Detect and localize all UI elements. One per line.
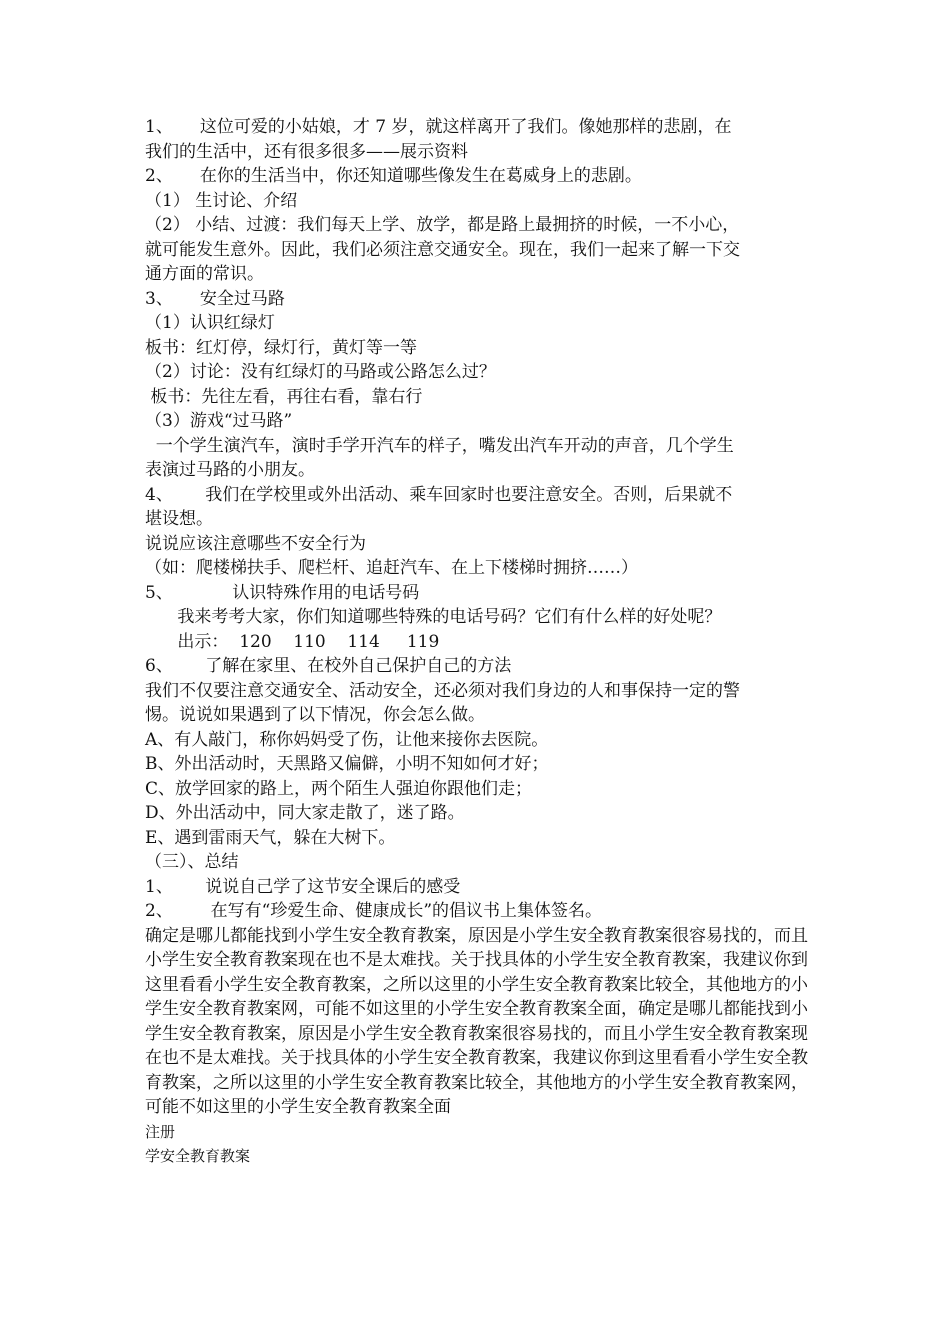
text-line: （2）讨论：没有红绿灯的马路或公路怎么过？ (145, 362, 496, 382)
text-line: 就可能发生意外。因此，我们必须注意交通安全。现在，我们一起来了解一下交 (145, 239, 740, 260)
text-line: 6、 了解在家里、在校外自己保护自己的方法 (145, 656, 512, 676)
text-line: E、遇到雷雨天气，躲在大树下。 (145, 827, 396, 848)
text-line: 1、 说说自己学了这节安全课后的感受 (145, 876, 461, 897)
text-line: （2） 小结、过渡：我们每天上学、放学，都是路上最拥挤的时候，一不小心， (145, 215, 740, 235)
section-heading: （三）、总结 (145, 852, 239, 872)
closing-paragraph: 确定是哪儿都能找到小学生安全教育教案，原因是小学生安全教育教案很容易找的，而且小学生安全教育教案现在也不是太难找。关于找具体的小学生安全教育教案，我建议你到这里看看小学生安全教育教案，之所以这里的小学生安全教育教案比较全，其他地方的小学生安全教育教案网，可能不如这里的小学生安全教育教案全面，确定是哪儿都能找到小学生安全教育教案，原因是小学生安全教育教案很容易找的，而且小学生安全教育教案现在也不是太难找。关于找具体的小学生安全教育教案，我建议你到这里看看小学生安全教育教案，之所以这里的小学生安全教育教案比较全，其他地方的小学生安全教育教案网，可能不如这里的小学生安全教育教案全面 (145, 925, 808, 1117)
register-text: 注册 (145, 1122, 176, 1141)
text-line: 2、 在你的生活当中，你还知道哪些像发生在葛威身上的悲剧。 (145, 166, 642, 186)
text-line: 我们不仅要注意交通安全、活动安全，还必须对我们身边的人和事保持一定的警 (145, 680, 740, 701)
text-line: 说说应该注意哪些不安全行为 (145, 533, 366, 554)
text-line: 2、 在写有“珍爱生命、健康成长”的倡议书上集体签名。 (145, 901, 603, 921)
text-line: 我们的生活中，还有很多很多——展示资料 (145, 141, 468, 162)
text-line: A、有人敲门，称你妈妈受了伤，让他来接你去医院。 (145, 729, 549, 750)
text-line: 5、 认识特殊作用的电话号码 (145, 582, 420, 603)
text-line: C、放学回家的路上，两个陌生人强迫你跟他们走； (145, 778, 533, 799)
text-line: （如：爬楼梯扶手、爬栏杆、追赶汽车、在上下楼梯时拥挤……） (145, 558, 638, 578)
text-line: 4、 我们在学校里或外出活动、乘车回家时也要注意安全。否则，后果就不 (145, 484, 733, 505)
text-line: 一个学生演汽车，演时手学开汽车的样子，嘴发出汽车开动的声音，几个学生 (145, 435, 734, 456)
text-line: 通方面的常识。 (145, 264, 264, 284)
text-line: 3、 安全过马路 (145, 288, 285, 309)
text-line: 表演过马路的小朋友。 (145, 460, 315, 480)
text-line: （3）游戏“过马路” (145, 411, 293, 431)
text-line: 堪设想。 (145, 509, 213, 529)
text-line: 惕。说说如果遇到了以下情况，你会怎么做。 (145, 705, 485, 725)
text-line: （1）认识红绿灯 (145, 313, 275, 333)
document-page (145, 115, 810, 1168)
text-line: 板书：红灯停，绿灯行，黄灯等一等 (145, 337, 417, 358)
footer-title: 学安全教育教案 (145, 1146, 251, 1165)
text-line: 1、 这位可爱的小姑娘，才 7 岁，就这样离开了我们。像她那样的悲剧，在 (145, 117, 732, 137)
text-line: 我来考考大家，你们知道哪些特殊的电话号码？它们有什么样的好处呢？ (145, 607, 722, 627)
text-line: B、外出活动时，天黑路又偏僻，小明不知如何才好； (145, 754, 549, 774)
text-line: （1） 生讨论、介绍 (145, 190, 298, 211)
text-line: D、外出活动中，同大家走散了，迷了路。 (145, 803, 465, 823)
phone-numbers-line: 出示： 120 110 114 119 (145, 631, 440, 652)
text-line: 板书：先往左看，再往右看，靠右行 (145, 386, 423, 407)
